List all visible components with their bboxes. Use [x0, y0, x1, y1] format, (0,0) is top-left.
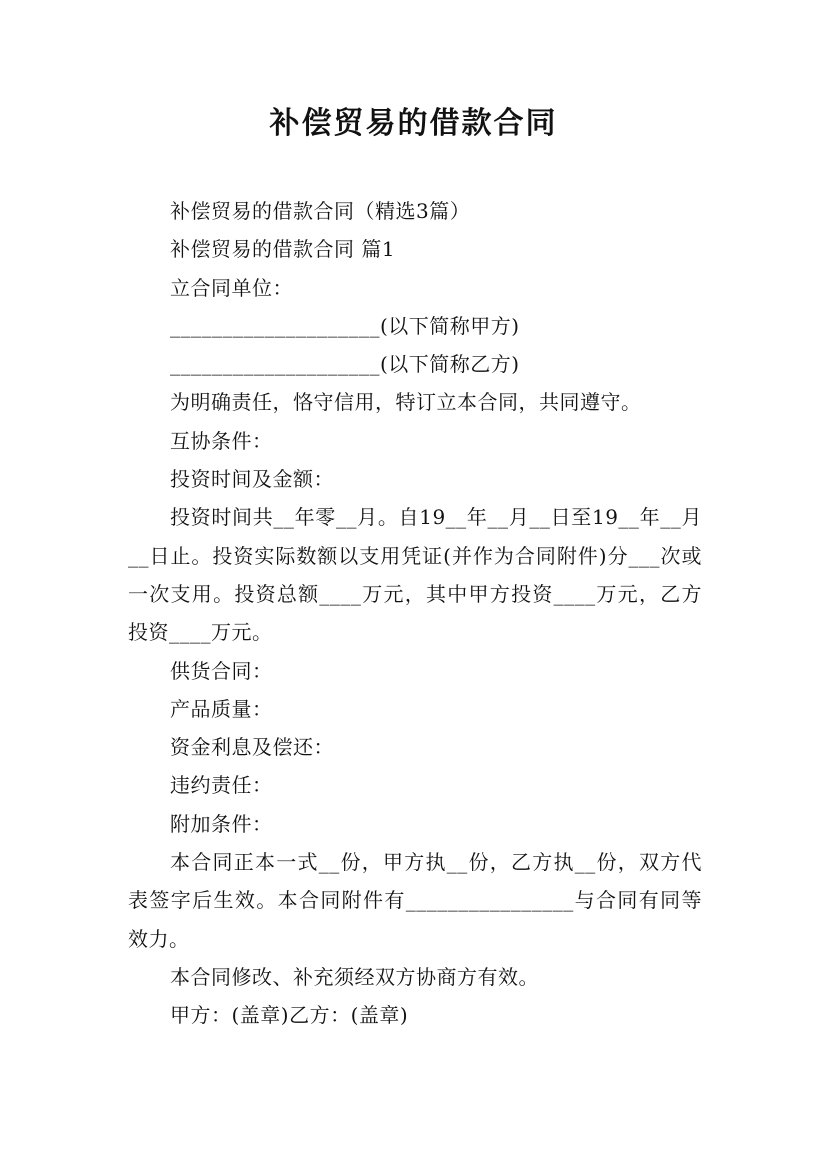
document-body — [128, 192, 702, 1035]
document-title: 补偿贸易的借款合同 — [269, 106, 558, 141]
party-a-line: ____________________(以下简称甲方) — [170, 313, 520, 338]
mutual-conditions-heading: 互协条件： — [170, 428, 273, 453]
purpose-paragraph: 为明确责任，恪守信用，特订立本合同，共同遵守。 — [170, 390, 642, 415]
interest-repayment-heading: 资金利息及偿还： — [170, 735, 334, 760]
amendment-paragraph: 本合同修改、补充须经双方协商方有效。 — [170, 964, 539, 989]
section-heading: 补偿贸易的借款合同 篇1 — [170, 237, 396, 262]
contracting-parties-label: 立合同单位： — [170, 275, 293, 300]
liability-heading: 违约责任： — [170, 773, 273, 798]
subtitle-paragraph: 补偿贸易的借款合同（精选3篇） — [170, 199, 471, 223]
party-b-line: ____________________(以下简称乙方) — [170, 352, 520, 377]
additional-conditions-heading: 附加条件： — [170, 811, 273, 836]
supply-contract-heading: 供货合同： — [170, 658, 273, 683]
investment-paragraph: 投资时间共__年零__月。自19__年__月__日至19__年__月__日止。投资实际数额以支用凭证(并作为合同附件)分___次或一次支用。投资总额____万元，其中甲方投资____万元，乙方投资____万元。 — [128, 505, 702, 645]
product-quality-heading: 产品质量： — [170, 696, 273, 721]
copies-paragraph: 本合同正本一式__份，甲方执__份，乙方执__份，双方代表签字后生效。本合同附件有________________与合同有同等效力。 — [128, 850, 702, 951]
investment-heading: 投资时间及金额： — [170, 467, 334, 492]
signature-line: 甲方：(盖章)乙方：(盖章) — [170, 1003, 409, 1028]
